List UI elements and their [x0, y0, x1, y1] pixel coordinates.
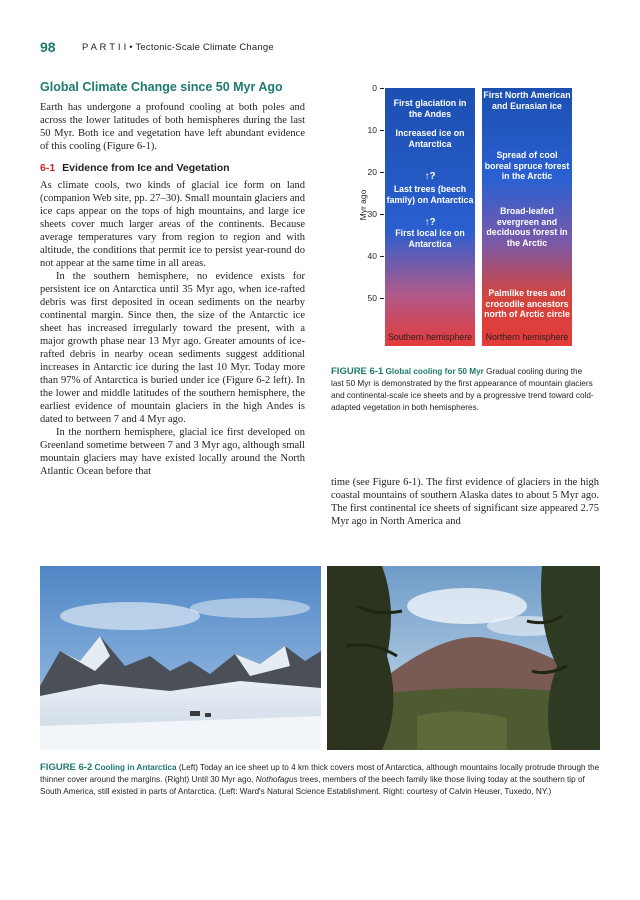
label-last-trees: Last trees (beech family) on Antarctica	[386, 184, 474, 205]
up-arrow-icon: ↑?	[424, 217, 436, 228]
nothofagus-forest-photo	[327, 566, 600, 750]
subsection-title: Evidence from Ice and Vegetation	[62, 162, 230, 174]
tick-label: 10	[367, 125, 377, 135]
label-increased-ice: Increased ice on Antarctica	[395, 128, 465, 149]
label-broadleaf-forest: Broad-leafed evergreen and deciduous forest in the Arctic	[486, 206, 568, 248]
question-mark: ?	[429, 217, 436, 228]
antarctica-ice-image	[40, 566, 321, 750]
page-number: 98	[40, 39, 56, 55]
question-mark: ?	[429, 171, 436, 182]
right-column-paragraph: time (see Figure 6-1). The first evidence of glaciers in the high coastal mountains of southern Alaska dates to about 5 Myr ago. The first continental ice sheets of significant size appeared 2.75 Myr ago in North America and	[331, 477, 599, 527]
tick-mark	[380, 172, 384, 173]
tick-mark	[380, 88, 384, 89]
paragraph-1: As climate cools, two kinds of glacial ice form on land (companion Web site, pp. 27–30). Small mountain glaciers and ice caps appear on the tops of high mountains, and large ice sheets cover much larger areas of the continents. Because average temperatures vary from region to region and with altitude, the conditions that permit ice to persist year-round do not appear at the same time in all areas.	[40, 180, 305, 269]
tick-label: 20	[367, 167, 377, 177]
paragraph-2: In the southern hemisphere, no evidence exists for persistent ice on Antarctica until 35 Myr ago, when ice-rafted debris was first deposited in ocean sediments on the nearby continental margin. Since then, the size of the Antarctic ice sheet has increased irregularly toward the present, with a major growth phase near 13 Myr ago. Greater amounts of ice-rafted debris in nearby ocean sediments suggest additional increases in Antarctic ice during the last 10 Myr. Today more than 97% of Antarctica is buried under ice (Figure 6-2 left). In the lower and middle latitudes of the southern hemisphere, the earliest evidence of mountain glaciers in the high Andes is dated to between 7 and 4 Myr ago.	[40, 271, 305, 425]
tick-mark	[380, 214, 384, 215]
figure-title: Cooling in Antarctica	[94, 763, 177, 772]
nothofagus-forest-image	[327, 566, 600, 750]
northern-hemisphere-bar	[482, 88, 572, 346]
running-head: P A R T I I • Tectonic-Scale Climate Change	[82, 42, 274, 53]
figure-title: Global cooling for 50 Myr	[385, 367, 484, 376]
paragraph-3: In the northern hemisphere, glacial ice first developed on Greenland sometime between 7 and 3 Myr ago, although small mountain glaciers may have existed locally around the North Atlantic Ocean before that	[40, 427, 305, 477]
intro-paragraph: Earth has undergone a profound cooling at both poles and across the lower latitudes of both hemispheres during the last 50 Myr. Both ice and vegetation have left abundant evidence of this cooling (Figure 6-1).	[40, 102, 305, 152]
figure-label: FIGURE 6-1	[331, 366, 384, 377]
label-first-glaciation: First glaciation in the Andes	[393, 98, 467, 119]
tick-label: 50	[367, 293, 377, 303]
right-column	[331, 476, 599, 528]
tick-mark	[380, 256, 384, 257]
southern-hemisphere-label: Southern hemisphere	[387, 332, 473, 342]
figure-caption-text: Gradual cooling during the last 50 Myr is demonstrated by the first appearance of mountain glaciers and continental-scale ice sheets and by a progressive trend toward cold-adapted vegetation in both hemispheres.	[331, 367, 594, 412]
figure-label: FIGURE 6-2	[40, 762, 93, 773]
y-axis-title: Myr ago	[358, 189, 368, 221]
up-arrow-icon: ↑?	[424, 171, 436, 182]
label-palmlike-trees: Palmlike trees and crocodile ancestors north of Arctic circle	[484, 288, 570, 319]
section-title: Global Climate Change since 50 Myr Ago	[40, 80, 283, 94]
figure-caption-italic: Nothofagus	[255, 775, 298, 784]
tick-label: 0	[372, 83, 377, 93]
figure-caption-text: trees, members of the beech family like those living today at the southern tip of South America, still existed in parts of Antarctica. (Left: Ward's Natural Science Establishment. Right: courtesy of Calvin Heuser, Tuxedo, NY.)	[40, 775, 585, 796]
antarctica-ice-photo	[40, 566, 321, 750]
figure-6-2-caption	[40, 762, 600, 798]
southern-hemisphere-bar	[385, 88, 475, 346]
subsection-heading	[40, 161, 305, 175]
subsection-number: 6-1	[40, 162, 56, 174]
tick-mark	[380, 298, 384, 299]
label-first-local-ice: First local ice on Antarctica	[395, 228, 465, 249]
figure-6-1-caption	[331, 366, 596, 414]
figure-6-1	[345, 80, 605, 360]
tick-label: 40	[367, 251, 377, 261]
label-spruce-forest: Spread of cool boreal spruce forest in the Arctic	[484, 150, 570, 181]
northern-hemisphere-label: Northern hemisphere	[485, 332, 569, 342]
figure-caption-text: (Left) Today an ice sheet up to 4 km thick covers most of Antarctica, although mountains locally protrude through the thinner cover around the margins. (Right) Until 30 Myr ago,	[40, 763, 600, 784]
tick-mark	[380, 130, 384, 131]
left-column	[40, 80, 305, 478]
tick-label: 30	[367, 209, 377, 219]
label-first-north-ice: First North American and Eurasian ice	[483, 90, 571, 111]
